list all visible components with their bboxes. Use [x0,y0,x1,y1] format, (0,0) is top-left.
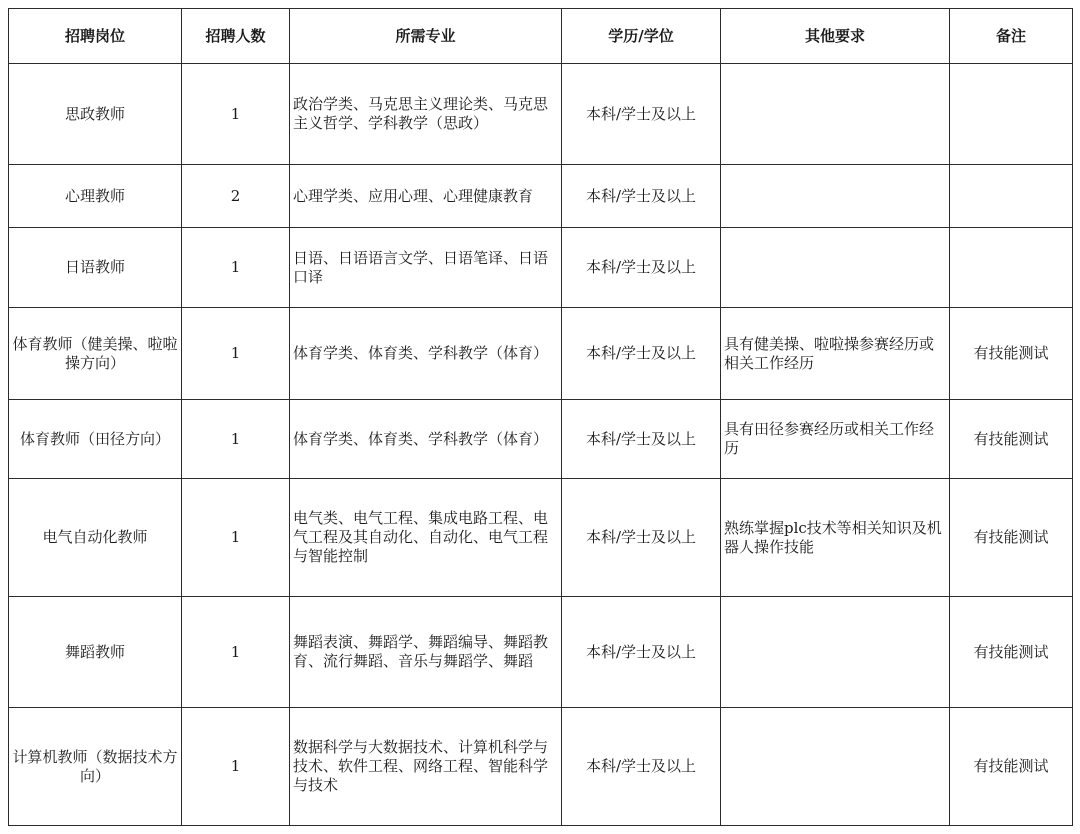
cell-degree: 本科/学士及以上 [562,64,721,165]
cell-requirements [721,708,950,826]
table-header-row [9,9,1073,64]
cell-note: 有技能测试 [950,479,1073,597]
table-row [9,228,1073,308]
cell-note [950,64,1073,165]
cell-degree: 本科/学士及以上 [562,708,721,826]
header-degree: 学历/学位 [562,9,721,64]
recruitment-table [8,8,1073,826]
cell-position: 心理教师 [9,165,182,228]
cell-major: 体育学类、体育类、学科教学（体育） [290,400,562,479]
cell-degree: 本科/学士及以上 [562,400,721,479]
cell-position: 计算机教师（数据技术方向） [9,708,182,826]
cell-position: 体育教师（田径方向） [9,400,182,479]
cell-note: 有技能测试 [950,400,1073,479]
cell-major: 政治学类、马克思主义理论类、马克思主义哲学、学科教学（思政） [290,64,562,165]
table-row [9,64,1073,165]
header-requirements: 其他要求 [721,9,950,64]
cell-count: 1 [182,64,290,165]
cell-major: 日语、日语语言文学、日语笔译、日语口译 [290,228,562,308]
cell-count: 1 [182,400,290,479]
cell-degree: 本科/学士及以上 [562,597,721,708]
cell-major: 舞蹈表演、舞蹈学、舞蹈编导、舞蹈教育、流行舞蹈、音乐与舞蹈学、舞蹈 [290,597,562,708]
cell-requirements [721,228,950,308]
cell-degree: 本科/学士及以上 [562,479,721,597]
cell-requirements [721,165,950,228]
cell-position: 舞蹈教师 [9,597,182,708]
cell-count: 1 [182,597,290,708]
cell-position: 电气自动化教师 [9,479,182,597]
cell-major: 体育学类、体育类、学科教学（体育） [290,308,562,400]
cell-position: 日语教师 [9,228,182,308]
cell-requirements: 熟练掌握plc技术等相关知识及机器人操作技能 [721,479,950,597]
cell-count: 1 [182,479,290,597]
cell-count: 1 [182,708,290,826]
table-row [9,708,1073,826]
table-row [9,400,1073,479]
cell-note: 有技能测试 [950,597,1073,708]
table-row [9,308,1073,400]
cell-count: 2 [182,165,290,228]
header-position: 招聘岗位 [9,9,182,64]
cell-degree: 本科/学士及以上 [562,308,721,400]
recruitment-table-container [8,8,1073,826]
cell-count: 1 [182,308,290,400]
cell-degree: 本科/学士及以上 [562,165,721,228]
cell-count: 1 [182,228,290,308]
table-row [9,165,1073,228]
cell-position: 思政教师 [9,64,182,165]
table-row [9,597,1073,708]
cell-major: 心理学类、应用心理、心理健康教育 [290,165,562,228]
cell-note [950,228,1073,308]
cell-requirements: 具有健美操、啦啦操参赛经历或相关工作经历 [721,308,950,400]
cell-requirements [721,597,950,708]
cell-note: 有技能测试 [950,708,1073,826]
cell-note: 有技能测试 [950,308,1073,400]
cell-major: 电气类、电气工程、集成电路工程、电气工程及其自动化、自动化、电气工程与智能控制 [290,479,562,597]
cell-major: 数据科学与大数据技术、计算机科学与技术、软件工程、网络工程、智能科学与技术 [290,708,562,826]
header-major: 所需专业 [290,9,562,64]
cell-requirements: 具有田径参赛经历或相关工作经历 [721,400,950,479]
cell-degree: 本科/学士及以上 [562,228,721,308]
header-count: 招聘人数 [182,9,290,64]
cell-requirements [721,64,950,165]
header-note: 备注 [950,9,1073,64]
table-row [9,479,1073,597]
cell-note [950,165,1073,228]
cell-position: 体育教师（健美操、啦啦操方向） [9,308,182,400]
